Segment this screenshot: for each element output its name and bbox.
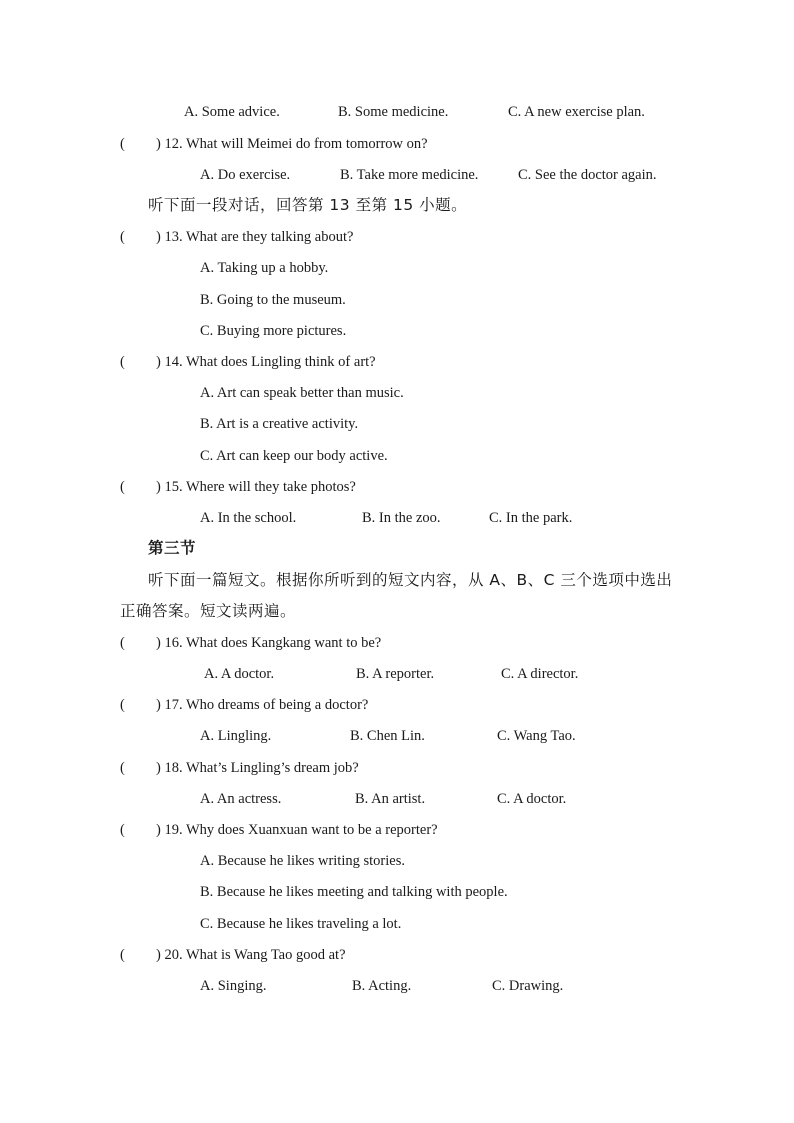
answer-paren-open: ( [120,947,125,963]
q20-option-c: C. Drawing. [492,978,564,994]
q11-option-b: B. Some medicine. [338,104,449,120]
q14-option-b: B. Art is a creative activity. [200,416,359,432]
q16-option-c: C. A director. [501,666,579,682]
q20-option-a: A. Singing. [200,978,267,994]
question-text: ) 13. What are they talking about? [156,229,354,245]
q12-option-b: B. Take more medicine. [340,167,479,183]
q17-option-a: A. Lingling. [200,728,272,744]
q19-option-c: C. Because he likes traveling a lot. [200,916,402,932]
answer-paren-open: ( [120,479,125,495]
question-text: ) 14. What does Lingling think of art? [156,354,376,370]
q15-option-c: C. In the park. [489,510,573,526]
answer-paren-open: ( [120,822,125,838]
q18-option-c: C. A doctor. [497,791,567,807]
q11-option-a: A. Some advice. [184,104,280,120]
q17-option-c: C. Wang Tao. [497,728,576,744]
answer-paren-open: ( [120,136,125,152]
q11-option-c: C. A new exercise plan. [508,104,645,120]
q18-option-b: B. An artist. [355,791,426,807]
question-text: ) 20. What is Wang Tao good at? [156,947,346,963]
q18-option-a: A. An actress. [200,791,282,807]
q12-option-a: A. Do exercise. [200,167,291,183]
q13-option-c: C. Buying more pictures. [200,323,347,339]
question-text: ) 15. Where will they take photos? [156,479,356,495]
section-3-title: 第三节 [148,539,197,557]
q16-option-a: A. A doctor. [204,666,275,682]
q19-option-a: A. Because he likes writing stories. [200,853,405,869]
answer-paren-open: ( [120,760,125,776]
q13-option-a: A. Taking up a hobby. [200,260,329,276]
q13-option-b: B. Going to the museum. [200,292,346,308]
section-3-instruction-line1: 听下面一篇短文。根据你所听到的短文内容，从 A、B、C 三个选项中选出 [148,571,673,589]
question-text: ) 17. Who dreams of being a doctor? [156,697,369,713]
answer-paren-open: ( [120,697,125,713]
answer-paren-open: ( [120,635,125,651]
q12-option-c: C. See the doctor again. [518,167,657,183]
q15-option-a: A. In the school. [200,510,297,526]
answer-paren-open: ( [120,229,125,245]
q20-option-b: B. Acting. [352,978,412,994]
question-text: ) 19. Why does Xuanxuan want to be a reporter? [156,822,438,838]
q16-option-b: B. A reporter. [356,666,435,682]
section-3-instruction-line2: 正确答案。短文读两遍。 [120,602,297,620]
question-text: ) 18. What’s Lingling’s dream job? [156,760,359,776]
instruction-13-15: 听下面一段对话，回答第 13 至第 15 小题。 [148,196,468,214]
q14-option-a: A. Art can speak better than music. [200,385,404,401]
q19-option-b: B. Because he likes meeting and talking with people. [200,884,508,900]
q15-option-b: B. In the zoo. [362,510,441,526]
question-text: ) 12. What will Meimei do from tomorrow on? [156,136,428,152]
q17-option-b: B. Chen Lin. [350,728,425,744]
question-text: ) 16. What does Kangkang want to be? [156,635,382,651]
answer-paren-open: ( [120,354,125,370]
q14-option-c: C. Art can keep our body active. [200,448,388,464]
